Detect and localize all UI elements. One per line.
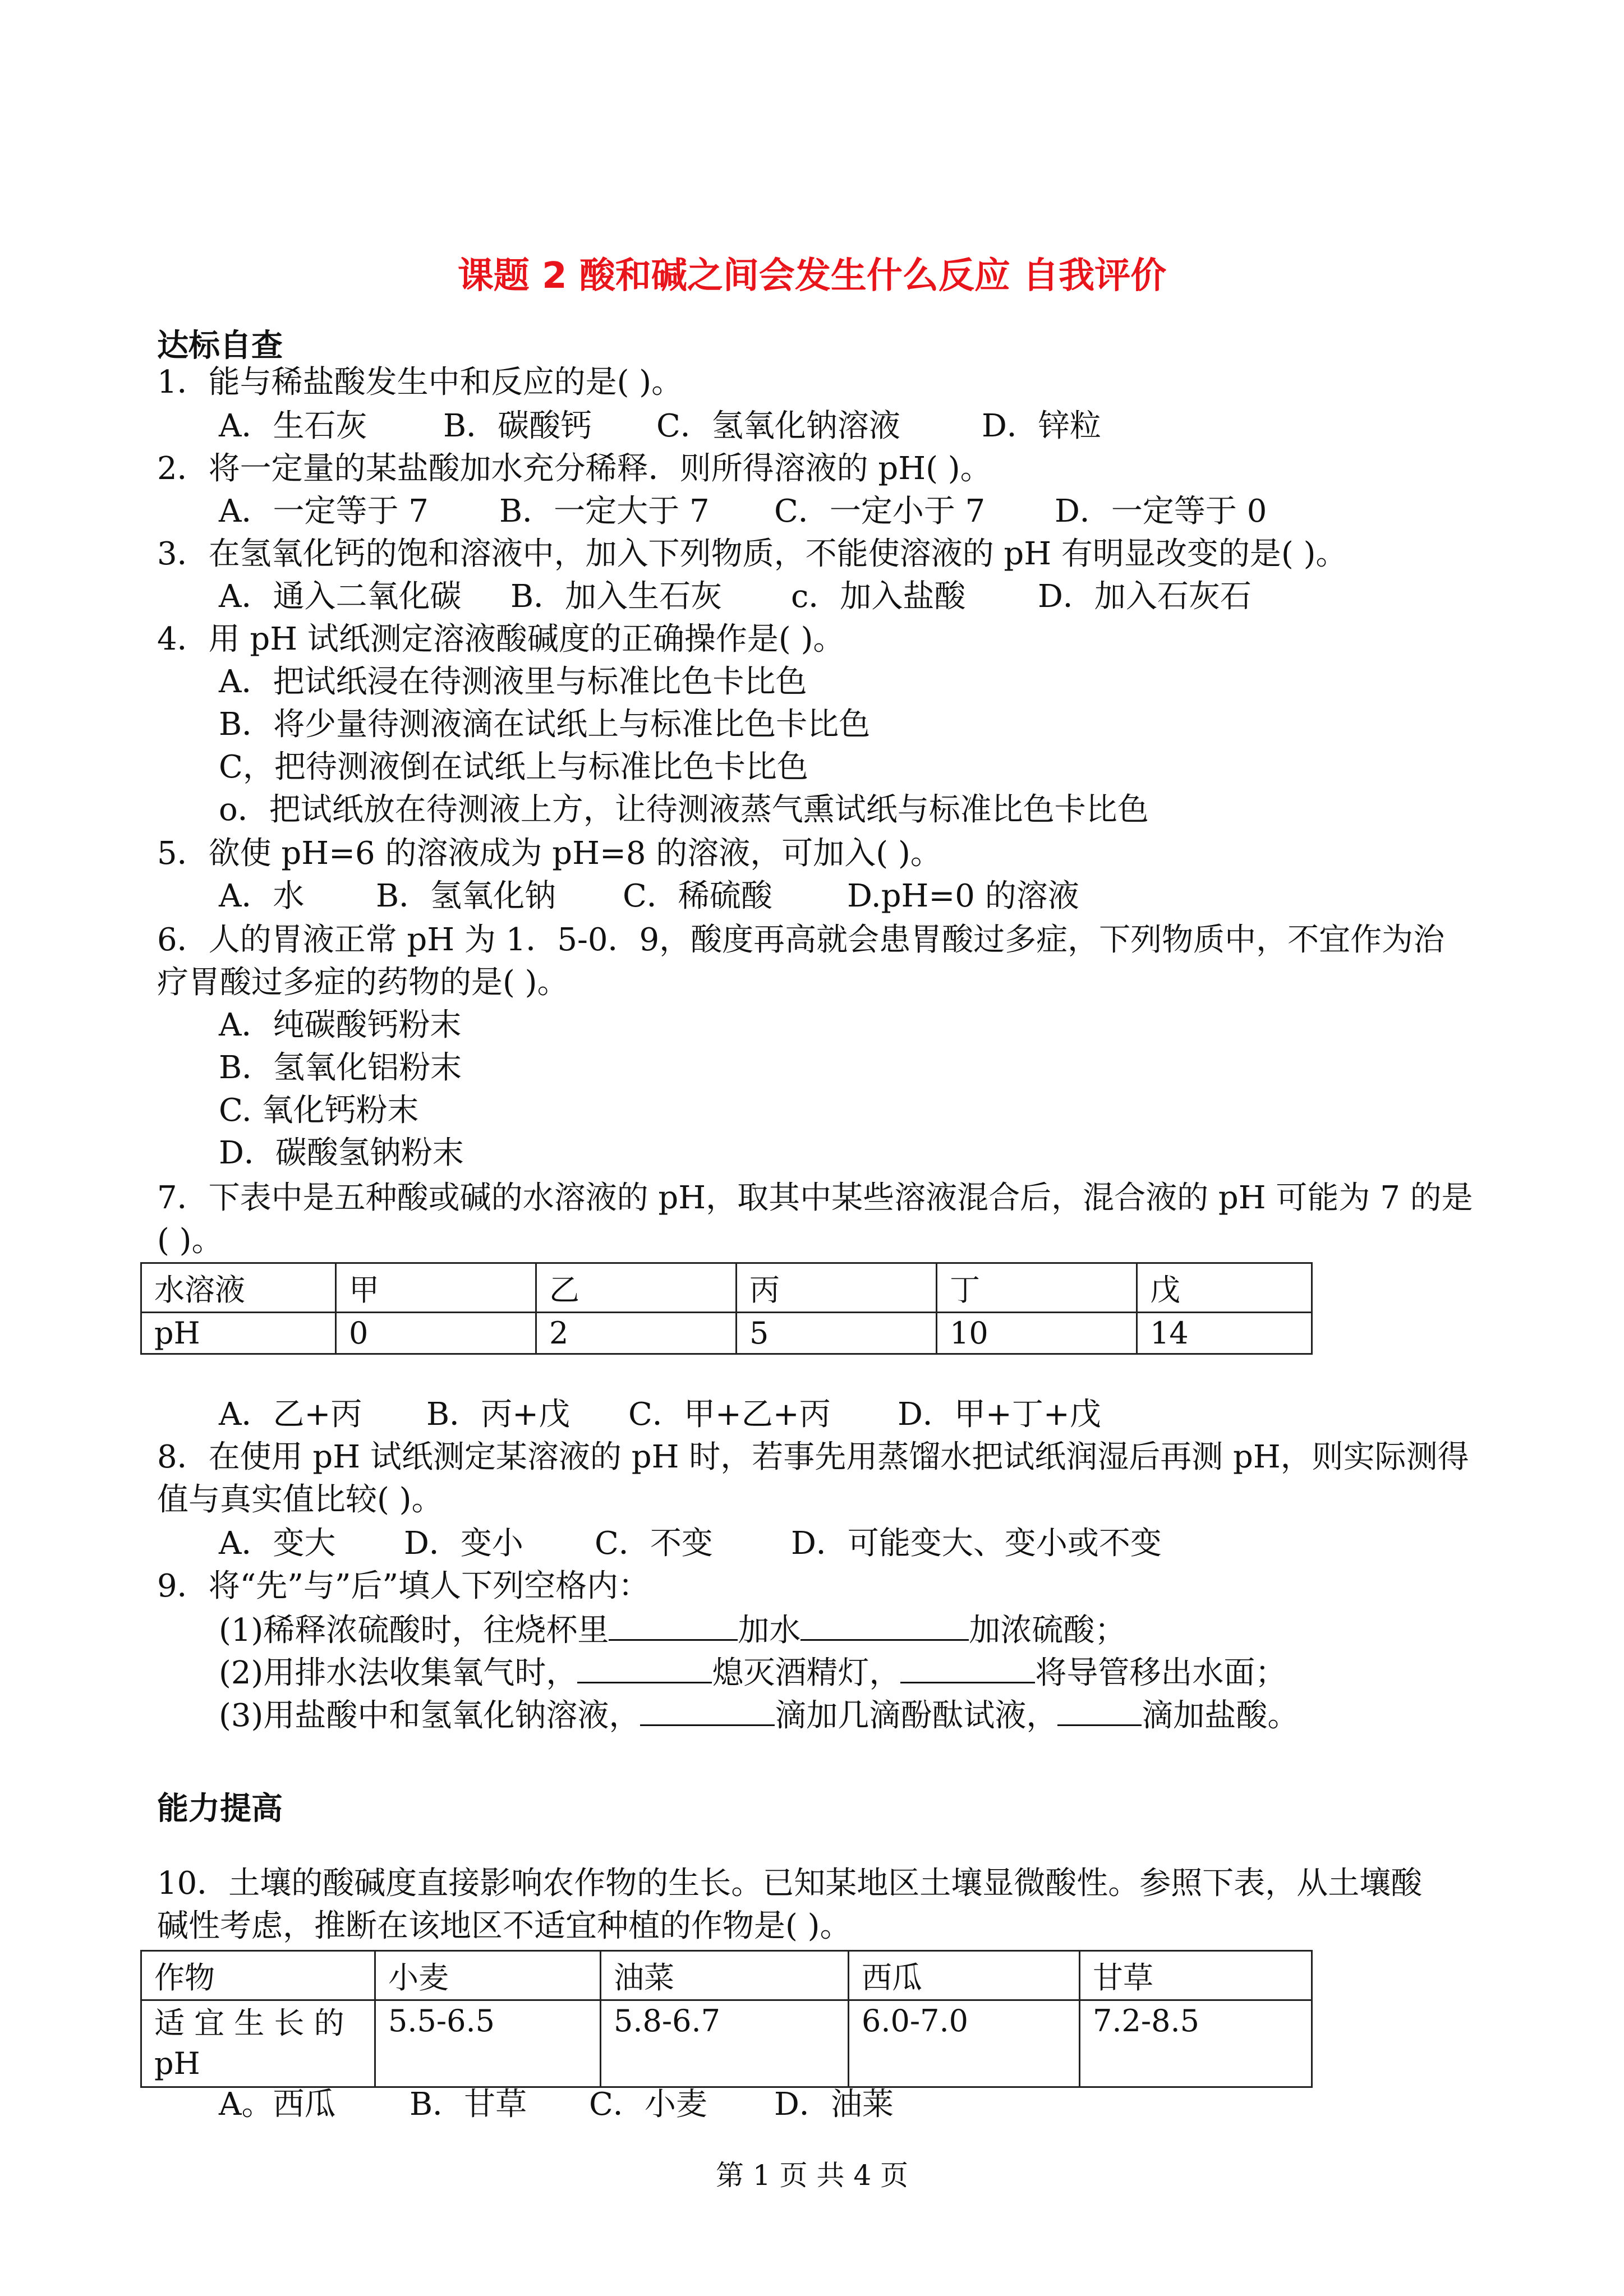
question-9-item-2 [219,1653,1286,1694]
option-d: D．可能变大、变小或不变 [791,1525,1162,1562]
question-6-option-b: B．氢氧化铝粉末 [219,1050,462,1086]
ph-table [140,1262,1313,1355]
question-4-option-c: C，把待测液倒在试纸上与标准比色卡比色 [219,749,808,785]
question-9-item-3 [219,1695,1299,1736]
table-cell: 5.5-6.5 [375,2000,601,2087]
option-b: B．碳酸钙 [443,408,592,444]
table-cell: 甘草 [1080,1951,1312,2000]
table-cell: 5.8-6.7 [601,2000,849,2087]
option-c: C．稀硫酸 [623,878,772,914]
question-3-stem: 3．在氢氧化钙的饱和溶液中，加入下列物质，不能使溶液的 pH 有明显改变的是( )。 [157,536,1347,572]
answer-blank[interactable] [801,1610,969,1641]
page-title: 课题 2 酸和碱之间会发生什么反应 自我评价 [457,255,1167,297]
option-a: A．生石灰 [219,408,367,444]
option-b: B．丙+戊 [426,1396,571,1433]
option-c: C．不变 [595,1525,713,1562]
option-c: C．氢氧化钠溶液 [656,408,900,444]
question-7-options [219,1395,1101,1435]
table-row [141,1263,1312,1313]
question-4-stem: 4．用 pH 试纸测定溶液酸碱度的正确操作是( )。 [157,621,845,657]
option-c: C．一定小于 7 [774,493,986,530]
table-cell: 14 [1137,1313,1312,1354]
question-8-stem-line1: 8．在使用 pH 试纸测定某溶液的 pH 时，若事先用蒸馏水把试纸润湿后再测 pH，则实际测得 [157,1439,1469,1475]
option-b: B．加入生石灰 [510,578,723,615]
table-row [141,1313,1312,1354]
table-cell: 丙 [737,1263,937,1313]
table-cell: 水溶液 [141,1263,336,1313]
option-c: c．加入盐酸 [791,578,966,615]
table-cell: 适 宜 生 长 的 pH [141,2000,375,2087]
option-c: C．甲+乙+丙 [628,1396,831,1433]
item-text: 滴加几滴酚酞试液， [775,1697,1058,1734]
question-9-stem: 9．将“先”与”后”填人下列空格内： [157,1568,650,1604]
table-cell: 2 [536,1313,737,1354]
question-10-options [219,2085,894,2125]
crop-ph-table [140,1950,1313,2088]
question-4-option-a: A．把试纸浸在待测液里与标准比色卡比色 [219,664,807,700]
item-text: 加水 [738,1612,801,1649]
option-d: D．加入石灰石 [1038,578,1252,615]
item-text: (3)用盐酸中和氢氧化钠溶液， [219,1697,641,1734]
answer-blank[interactable] [640,1695,775,1726]
question-5-stem: 5．欲使 pH=6 的溶液成为 pH=8 的溶液，可加入( )。 [157,835,942,872]
question-1-stem: 1．能与稀盐酸发生中和反应的是( )。 [157,364,683,401]
table-row [141,2000,1312,2087]
option-b: B．甘草 [410,2086,527,2123]
table-cell: 戊 [1137,1263,1312,1313]
option-d: D．甲+丁+戊 [898,1396,1101,1433]
table-cell: 5 [737,1313,937,1354]
option-d: D．一定等于 0 [1055,493,1267,530]
option-c: C．小麦 [589,2086,707,2123]
question-6-stem-line2: 疗胃酸过多症的药物的是( )。 [157,964,569,1001]
question-6-stem-line1: 6．人的胃液正常 pH 为 1．5-0．9，酸度再高就会患胃酸过多症，下列物质中，不宜作为治 [157,922,1445,958]
question-10-stem-line2: 碱性考虑，推断在该地区不适宜种植的作物是( )。 [157,1908,852,1944]
answer-blank[interactable] [609,1610,738,1641]
option-a: A．变大 [219,1525,336,1562]
question-10-stem-line1: 10．土壤的酸碱度直接影响农作物的生长。已知某地区土壤显微酸性。参照下表，从土壤酸 [157,1865,1423,1902]
table-cell: 油菜 [601,1951,849,2000]
table-cell: 6.0-7.0 [849,2000,1080,2087]
option-d: D．油莱 [774,2086,894,2123]
question-5-options [219,876,1079,917]
section-heading-improvement: 能力提高 [157,1791,283,1827]
item-text: 加浓硫酸； [969,1612,1126,1649]
item-text: (2)用排水法收集氧气时， [219,1655,578,1691]
page-footer: 第 1 页 共 4 页 [715,2159,909,2192]
question-9-item-1 [219,1610,1126,1651]
question-8-options [219,1524,1162,1564]
answer-blank[interactable] [900,1653,1035,1683]
question-4-option-b: B．将少量待测液滴在试纸上与标准比色卡比色 [219,706,871,743]
question-1-options [219,406,1101,447]
question-6-option-d: D．碳酸氢钠粉末 [219,1135,464,1171]
option-b: B．一定大于 7 [499,493,710,530]
table-cell: 乙 [536,1263,737,1313]
question-3-options [219,577,1252,617]
option-a: A．乙+丙 [219,1396,362,1433]
table-cell: 7.2-8.5 [1080,2000,1312,2087]
option-a: A．通入二氧化碳 [219,578,462,615]
table-cell: pH [141,1313,336,1354]
option-a: A．水 [219,878,305,914]
question-2-stem: 2．将一定量的某盐酸加水充分稀释．则所得溶液的 pH( )。 [157,450,992,487]
question-6-option-a: A．纯碳酸钙粉末 [219,1007,462,1043]
table-cell: 10 [937,1313,1137,1354]
question-6-option-c: C. 氧化钙粉末 [219,1092,419,1129]
item-text: 熄灭酒精灯， [712,1655,901,1691]
option-b: B．氢氧化钠 [376,878,556,914]
section-heading-self-check: 达标自查 [157,328,283,364]
table-cell: 0 [336,1313,536,1354]
option-d: D．锌粒 [982,408,1101,444]
table-cell: 作物 [141,1951,375,2000]
option-d: D.pH=0 的溶液 [847,878,1079,914]
item-text: 将导管移出水面； [1035,1655,1287,1691]
option-b: D．变小 [404,1525,523,1562]
table-cell: 丁 [937,1263,1137,1313]
item-text: 滴加盐酸。 [1142,1697,1299,1734]
table-cell: 小麦 [375,1951,601,2000]
item-text: (1)稀释浓硫酸时，往烧杯里 [219,1612,609,1649]
question-7-stem-line1: 7．下表中是五种酸或碱的水溶液的 pH，取其中某些溶液混合后，混合液的 pH 可能为 7 的是 [157,1180,1473,1216]
question-7-stem-line2: ( )。 [157,1222,223,1259]
option-a: A。西瓜 [219,2086,336,2123]
answer-blank[interactable] [577,1653,712,1683]
answer-blank[interactable] [1057,1695,1142,1726]
question-8-stem-line2: 值与真实值比较( )。 [157,1481,443,1518]
question-2-options [219,491,1267,532]
option-a: A．一定等于 7 [219,493,429,530]
question-4-option-d: o．把试纸放在待测液上方，让待测液蒸气熏试纸与标准比色卡比色 [219,792,1149,828]
table-row [141,1951,1312,2000]
table-cell: 甲 [336,1263,536,1313]
table-cell: 西瓜 [849,1951,1080,2000]
